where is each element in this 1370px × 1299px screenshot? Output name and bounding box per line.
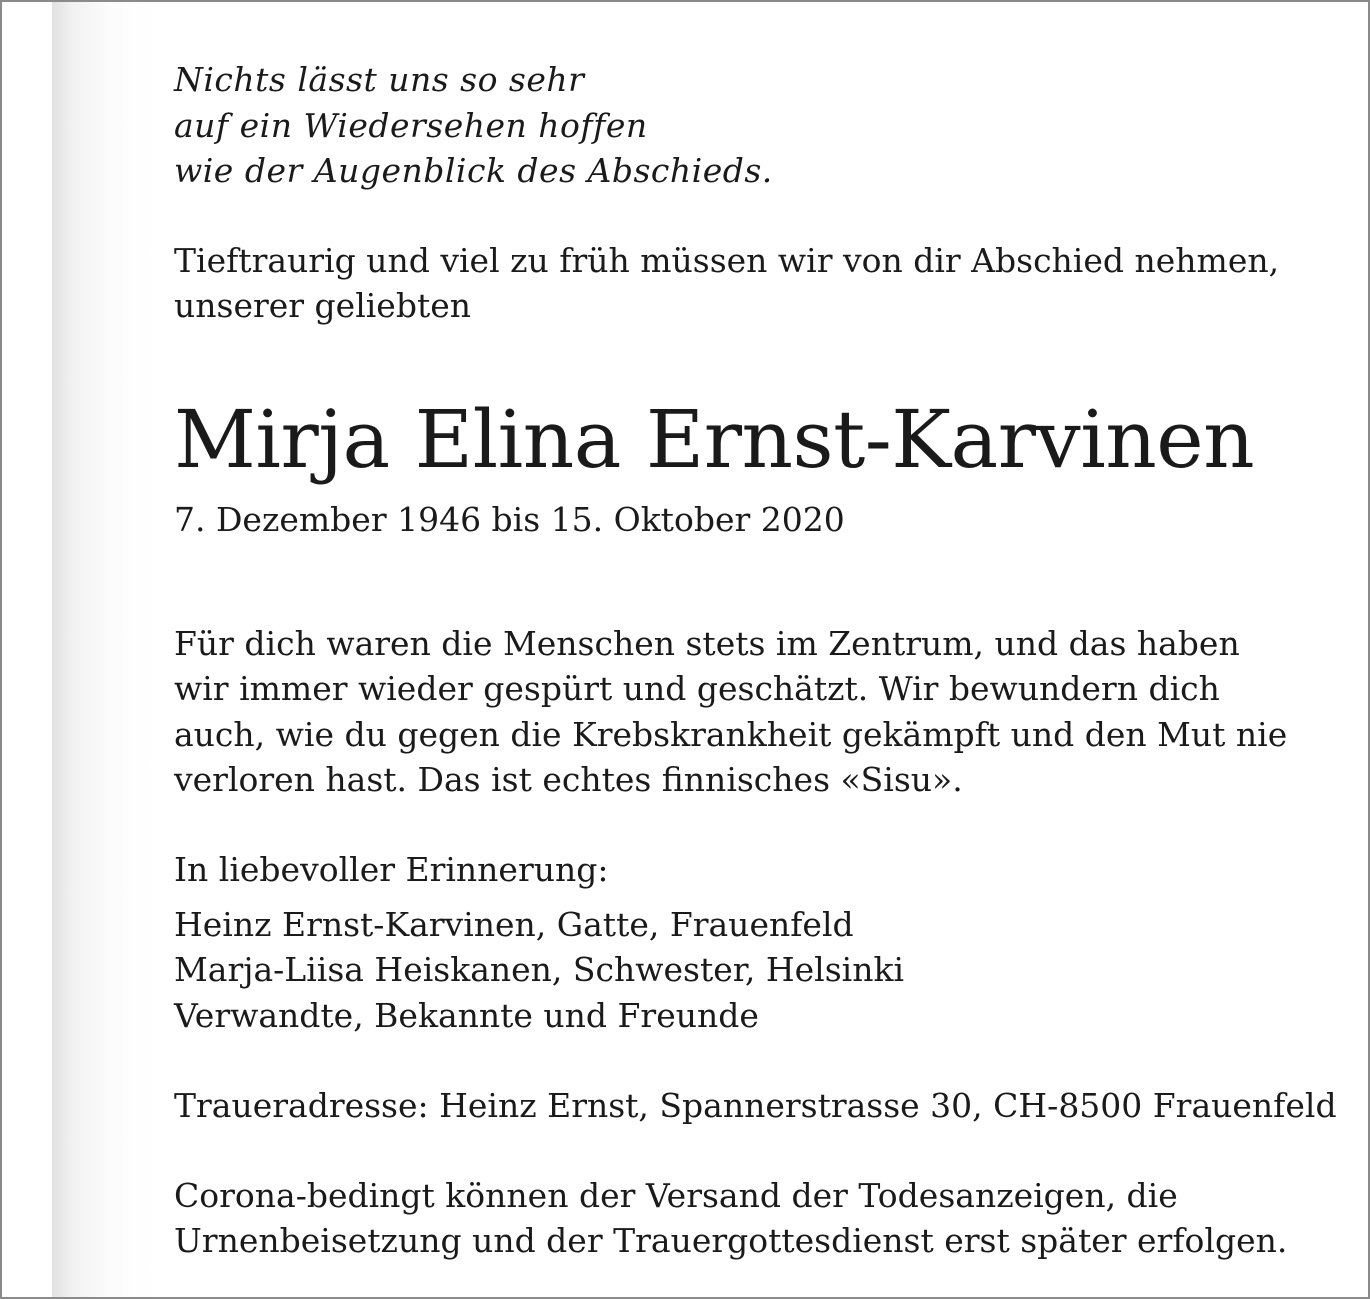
mourning-address: Traueradresse: Heinz Ernst, Spannerstrasse 30, CH-8500 Frauenfeld bbox=[174, 1086, 1337, 1125]
tribute-line: verloren hast. Das ist echtes finnisches «Sisu». bbox=[174, 760, 963, 799]
notice-line: Urnenbeisetzung und der Trauergottesdienst erst später erfolgen. bbox=[174, 1221, 1288, 1260]
mourner-name: Heinz Ernst-Karvinen, Gatte, Frauenfeld bbox=[174, 905, 854, 944]
quote-line: wie der Augenblick des Abschieds. bbox=[174, 151, 773, 190]
tribute-line: Für dich waren die Menschen stets im Zentrum, und das haben bbox=[174, 624, 1240, 663]
intro-line: unserer geliebten bbox=[174, 286, 471, 325]
mourners-heading: In liebevoller Erinnerung: bbox=[174, 850, 609, 889]
quote-line: Nichts lässt uns so sehr bbox=[174, 60, 585, 99]
mourner-name: Verwandte, Bekannte und Freunde bbox=[174, 996, 759, 1035]
intro-line: Tieftraurig und viel zu früh müssen wir von dir Abschied nehmen, bbox=[174, 241, 1280, 280]
deceased-name: Mirja Elina Ernst-Karvinen bbox=[174, 393, 1255, 486]
quote-line: auf ein Wiedersehen hoffen bbox=[174, 106, 648, 145]
tribute-line: wir immer wieder gespürt und geschätzt. Wir bewundern dich bbox=[174, 669, 1220, 708]
notice-line: Corona-bedingt können der Versand der Todesanzeigen, die bbox=[174, 1176, 1178, 1215]
page-fold-shadow bbox=[52, 2, 167, 1297]
tribute-line: auch, wie du gegen die Krebskrankheit gekämpft und den Mut nie bbox=[174, 715, 1288, 754]
mourner-name: Marja-Liisa Heiskanen, Schwester, Helsinki bbox=[174, 950, 905, 989]
life-dates: 7. Dezember 1946 bis 15. Oktober 2020 bbox=[174, 500, 845, 539]
